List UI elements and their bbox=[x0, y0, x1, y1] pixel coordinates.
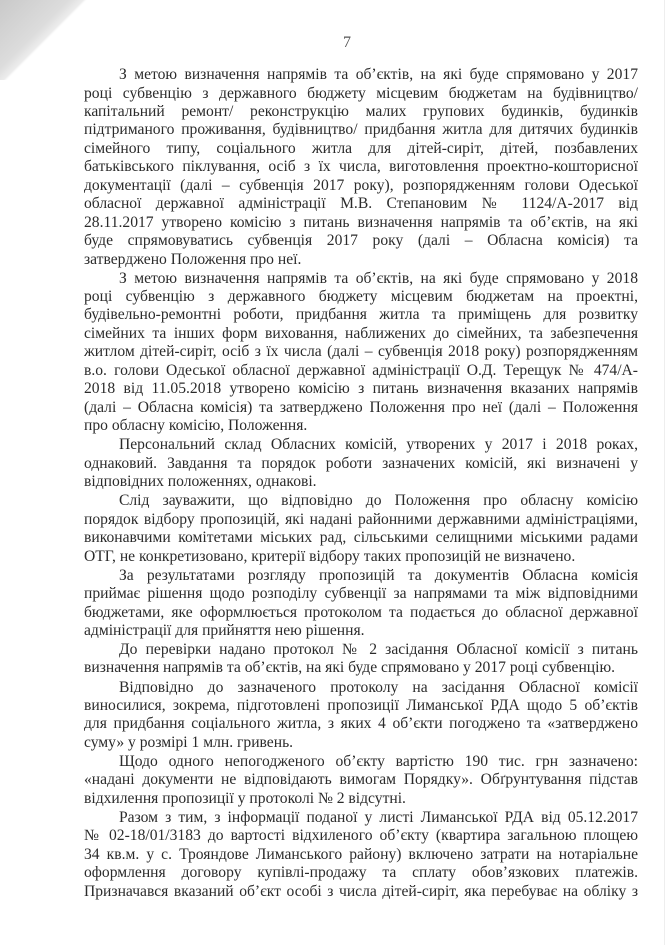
paragraph-line: суму» у розмірі 1 млн. гривень. bbox=[84, 733, 294, 751]
paragraph-line: обласної державної адміністрації М.В. Степановим № 1124/А-2017 від bbox=[84, 195, 638, 213]
paragraph-line: № 02-18/01/3183 до вартості відхиленого об’єкту (квартира загальною площею bbox=[84, 827, 638, 845]
page-number: 7 bbox=[343, 34, 351, 51]
paragraph-line: виконавчими комітетами міських рад, сільськими селищними міськими радами bbox=[84, 529, 638, 546]
page-edge bbox=[664, 0, 665, 945]
paragraph-first-line: З метою визначення напрямів та об’єктів, на які буде спрямовано у 2018 bbox=[119, 269, 638, 287]
paragraph-line: оформлення договору купівлі-продажу та сплату обов’язкових платежів. bbox=[84, 864, 638, 882]
paragraph-first-line: Відповідно до зазначеного протоколу на засідання Обласної комісії bbox=[119, 678, 638, 696]
paragraph-first-line: Разом з тим, з інформації поданої у листі Лиманської РДА від 05.12.2017 bbox=[119, 808, 638, 826]
paragraph-line: році субвенцію з державного бюджету місцевим бюджетам на будівництво/ bbox=[84, 84, 638, 102]
paragraph-line: капітальний ремонт/ реконструкцію малих групових будинків, будинків bbox=[84, 102, 638, 120]
paragraph-line: батьківського піклування, осіб з їх числа, виготовлення проектно-кошторисної bbox=[84, 158, 638, 176]
paragraph-line: визначення напрямів та об’єктів, на які буде спрямовано у 2017 році субвенцію. bbox=[84, 659, 616, 677]
paragraph-line: буде спрямовуватись субвенція 2017 року (далі – Обласна комісія) та bbox=[84, 232, 638, 249]
paragraph-line: однаковий. Завдання та порядок роботи зазначених комісій, які визначені у bbox=[84, 454, 638, 472]
paragraph-first-line: За результатами розгляду пропозицій та документів Обласна комісія bbox=[119, 566, 638, 584]
paragraph-line: бюджетами, яке оформлюється протоколом та подається до обласної державної bbox=[84, 603, 638, 621]
paragraph-line: житлом дітей-сиріт, осіб з їх числа (далі – субвенція 2018 року) розпорядженням bbox=[84, 343, 638, 361]
paragraph-first-line: Щодо одного непогодженого об’єкту вартістю 190 тис. грн зазначено: bbox=[119, 752, 638, 770]
paragraph-line: документації (далі – субвенція 2017 року), розпорядженням голови Одеської bbox=[84, 176, 638, 194]
paragraph-line: відповідних положеннях, однакові. bbox=[84, 473, 317, 491]
paragraph-line: виносилися, зокрема, підготовлені пропозиції Лиманської РДА щодо 5 об’єктів bbox=[84, 696, 638, 714]
paragraph-first-line: З метою визначення напрямів та об’єктів, на які буде спрямовано у 2017 bbox=[119, 66, 638, 83]
paragraph-line: ОТГ, не конкретизовано, критерії відбору таких пропозицій не визначено. bbox=[84, 547, 576, 565]
paragraph-line: Призначався вказаний об’єкт особі з числа дітей-сиріт, яка перебуває на обліку з bbox=[84, 882, 638, 900]
paragraph-line: 28.11.2017 утворено комісію з питань визначення напрямів та об’єктів, на які bbox=[84, 213, 638, 231]
paragraph-line: будівельно-ремонтні роботи, придбання житла та приміщень для розвитку bbox=[84, 306, 638, 324]
paragraph-line: 2018 від 11.05.2018 утворено комісію з питань визначення вказаних напрямів bbox=[84, 380, 638, 398]
paragraph-line: сімейних та інших форм виховання, наближених до сімейних, та забезпечення bbox=[84, 324, 638, 342]
paragraph-first-line: Персональний склад Обласних комісій, утворених у 2017 і 2018 роках, bbox=[119, 436, 638, 454]
paragraph-line: 34 кв.м. у с. Трояндове Лиманського району) включено затрати на нотаріальне bbox=[84, 845, 638, 863]
paragraph-line: відхилення пропозиції у протоколі № 2 відсутні. bbox=[84, 789, 406, 807]
paragraph-line: для придбання соціального житла, з яких 4 об’єкти погоджено та «затверджено bbox=[84, 715, 638, 733]
paragraph-first-line: Слід зауважити, що відповідно до Положення про обласну комісію bbox=[119, 492, 638, 510]
paragraph-first-line: До перевірки надано протокол № 2 засідання Обласної комісії з питань bbox=[119, 641, 638, 658]
paragraph-line: (далі – Обласна комісія) та затверджено Положення про неї (далі – Положення bbox=[84, 398, 638, 416]
paragraph-line: році субвенцію з державного бюджету місцевим бюджетам на проектні, bbox=[84, 288, 638, 305]
paragraph-line: «надані документи не відповідають вимогам Порядку». Обґрунтування підстав bbox=[84, 771, 638, 789]
paragraph-line: затверджено Положення про неї. bbox=[84, 250, 302, 268]
paragraph-line: сімейного типу, соціального житла для дітей-сиріт, дітей, позбавлених bbox=[84, 139, 638, 157]
paragraph-line: підтриманого проживання, будівництво/ придбання житла для дитячих будинків bbox=[84, 121, 638, 139]
paragraph-line: в.о. голови Одеської обласної державної адміністрації О.Д. Терещук № 474/А- bbox=[84, 361, 638, 379]
paragraph-line: адміністрації для прийняття нею рішення. bbox=[84, 621, 365, 639]
page-fold-shadow bbox=[0, 0, 90, 80]
paragraph-line: приймає рішення щодо розподілу субвенції за напрямами та між відповідними bbox=[84, 585, 638, 602]
paragraph-line: порядок відбору пропозицій, які надані районними державними адміністраціями, bbox=[84, 510, 638, 528]
paragraph-line: про обласну комісію, Положення. bbox=[84, 417, 308, 435]
